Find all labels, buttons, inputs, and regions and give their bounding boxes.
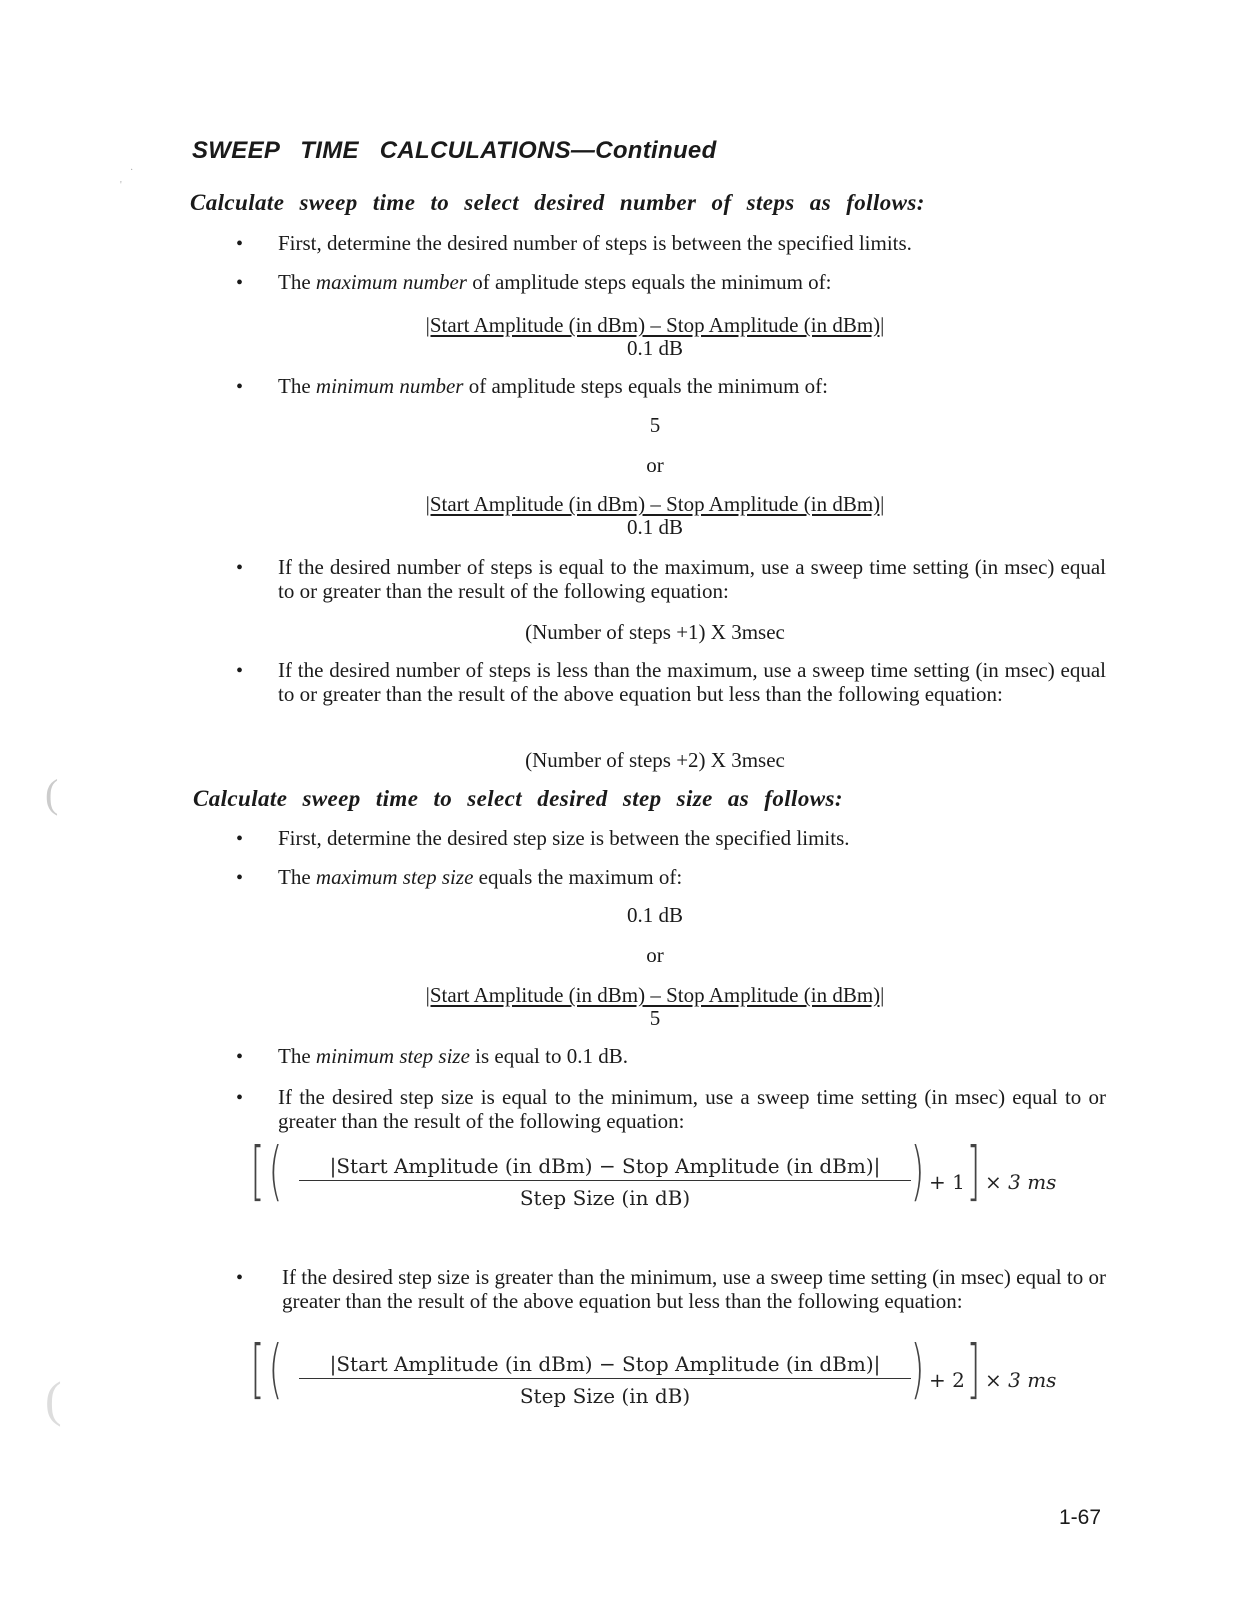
page-heading: SWEEP TIME CALCULATIONS—Continued [192, 137, 717, 164]
bullet-text: If the desired number of steps is equal to the maximum, use a sweep time setting (in msec) equal to or greater than the result of the following equation: [278, 555, 1106, 603]
page-number: 1-67 [1058, 1506, 1101, 1529]
formula-numerator: |Start Amplitude (in dBm) − Stop Amplitude (in dBm)| [299, 1352, 911, 1379]
scan-speck: ( [45, 771, 59, 816]
fraction-numerator: |Start Amplitude (in dBm) – Stop Amplitude (in dBm)| [425, 313, 885, 337]
fraction-numerator: |Start Amplitude (in dBm) – Stop Amplitude (in dBm)| [425, 492, 885, 516]
formula-multiplier: × 3 ms [985, 1368, 1057, 1392]
fraction-denominator: 5 [649, 1006, 661, 1030]
bullet-marker: • [236, 376, 244, 398]
bracket-right: ] [966, 1333, 981, 1407]
scan-speck: ' [120, 180, 122, 191]
bullet-text: The minimum step size is equal to 0.1 dB. [278, 1044, 628, 1068]
formula-addend: + 2 [929, 1368, 965, 1392]
formula-denominator: Step Size (in dB) [519, 1384, 691, 1408]
value-text: 0.1 dB [626, 903, 683, 927]
paren-left: ( [268, 1135, 283, 1209]
fraction-numerator: |Start Amplitude (in dBm) – Stop Amplitude (in dBm)| [425, 983, 885, 1007]
bullet-text: If the desired step size is equal to the minimum, use a sweep time setting (in msec) equal to or greater than the result of the following equation: [278, 1085, 1106, 1133]
bullet-marker: • [236, 233, 244, 255]
section-title-steps: Calculate sweep time to select desired number of steps as follows: [190, 190, 925, 215]
bracket-left: [ [250, 1135, 265, 1209]
fraction-denominator: 0.1 dB [626, 515, 683, 539]
bullet-text: First, determine the desired step size is between the specified limits. [278, 826, 850, 850]
bullet-text: The maximum step size equals the maximum of: [278, 865, 683, 889]
bullet-marker: • [236, 828, 244, 850]
bullet-text: The minimum number of amplitude steps equals the minimum of: [278, 374, 829, 398]
formula-denominator: Step Size (in dB) [519, 1186, 691, 1210]
bullet-text: If the desired number of steps is less than the maximum, use a sweep time setting (in msec) equal to or greater than the result of the above equation but less than the following equation: [278, 658, 1106, 706]
or-text: or [646, 943, 664, 967]
equation-text: (Number of steps +2) X 3msec [525, 748, 785, 772]
equation-text: (Number of steps +1) X 3msec [525, 620, 785, 644]
or-text: or [646, 453, 664, 477]
paren-right: ) [910, 1135, 925, 1209]
scan-speck: ( [45, 1371, 62, 1427]
bullet-marker: • [236, 867, 244, 889]
value-text: 5 [649, 413, 661, 437]
scan-speck: · [130, 165, 134, 176]
bracket-left: [ [250, 1333, 265, 1407]
paren-right: ) [910, 1333, 925, 1407]
fraction-denominator: 0.1 dB [626, 336, 683, 360]
formula-block [250, 1333, 1075, 1426]
formula-multiplier: × 3 ms [985, 1170, 1057, 1194]
bullet-marker: • [236, 557, 244, 579]
bullet-marker: • [236, 272, 244, 294]
bullet-text: First, determine the desired number of steps is between the specified limits. [278, 231, 912, 255]
section-title-step-size: Calculate sweep time to select desired step size as follows: [193, 786, 843, 811]
bullet-marker: • [236, 1046, 244, 1068]
formula-addend: + 1 [929, 1170, 965, 1194]
bullet-text: If the desired step size is greater than the minimum, use a sweep time setting (in msec) equal to or greater than the result of the above equation but less than the following equation: [282, 1265, 1106, 1313]
bullet-text: The maximum number of amplitude steps equals the minimum of: [278, 270, 832, 294]
bullet-marker: • [236, 660, 244, 682]
formula-block [250, 1135, 1075, 1228]
paren-left: ( [268, 1333, 283, 1407]
formula-numerator: |Start Amplitude (in dBm) − Stop Amplitude (in dBm)| [299, 1154, 911, 1181]
bullet-marker: • [236, 1267, 244, 1289]
bracket-right: ] [966, 1135, 981, 1209]
bullet-marker: • [236, 1087, 244, 1109]
